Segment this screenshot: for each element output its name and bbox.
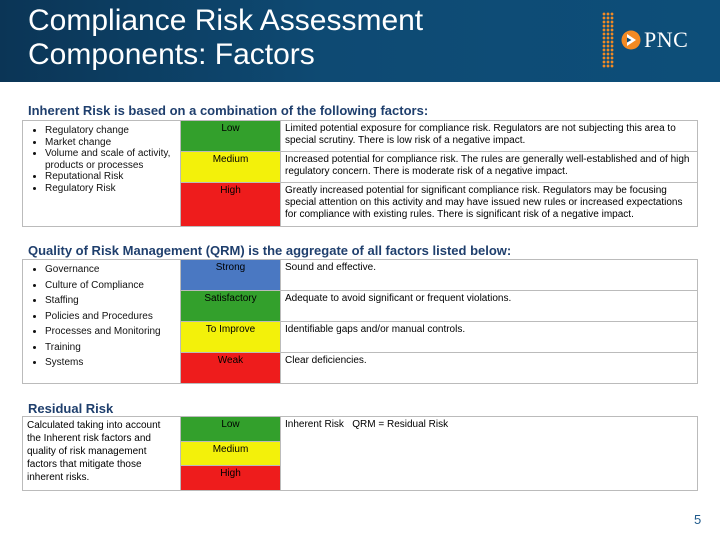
- inherent-risk-table: [22, 120, 698, 227]
- level-weak: Weak: [181, 353, 281, 383]
- logo-dots-icon: [602, 12, 614, 68]
- residual-level-medium: Medium: [181, 442, 281, 466]
- inherent-factor-list: [23, 121, 181, 226]
- level-low-description: Limited potential exposure for compliance risk. Regulators are not subjecting this area to special scrutiny. There is low risk of a negative impact.: [281, 121, 697, 152]
- level-high-description: Greatly increased potential for significant compliance risk. Regulators may be focusing special attention on this activity and may have issued new rules or increased expectations for compliance with existing rules. There is significant risk of a negative impact.: [285, 185, 683, 220]
- list-item: • Regulatory change: [45, 125, 180, 137]
- level-satisfactory-description: Adequate to avoid significant or frequent violations.: [281, 291, 697, 322]
- title-line-1: Compliance Risk Assessment: [28, 4, 424, 37]
- level-to-improve-description: Identifiable gaps and/or manual controls.: [281, 322, 697, 353]
- pnc-logo: [621, 27, 688, 53]
- qrm-table: [22, 259, 698, 384]
- residual-risk-table: [22, 416, 698, 491]
- list-item: • Training: [45, 340, 180, 356]
- residual-level-high: High: [181, 466, 281, 490]
- pnc-logo-text: PNC: [644, 27, 689, 52]
- level-strong: Strong: [181, 260, 281, 291]
- page-number: 5: [694, 512, 702, 527]
- list-item: • Policies and Procedures: [45, 309, 180, 325]
- qrm-factor-list: [23, 260, 181, 383]
- level-medium-description: Increased potential for compliance risk. The rules are generally well-established and of high regulatory concern. There is moderate risk of a negative impact.: [281, 152, 697, 183]
- slide-title: [28, 4, 423, 72]
- level-weak-description: Clear deficiencies.: [285, 355, 367, 366]
- slide-header: [0, 0, 720, 82]
- title-line-2: Components: Factors: [28, 38, 315, 71]
- residual-formula: Inherent Risk QRM = Residual Risk: [285, 419, 449, 430]
- list-item: • Culture of Compliance: [45, 278, 180, 294]
- list-item: • Governance: [45, 262, 180, 278]
- pnc-triangle-icon: [621, 30, 641, 50]
- residual-risk-title: Residual Risk: [28, 401, 114, 416]
- list-item: • Processes and Monitoring: [45, 324, 180, 340]
- residual-level-low: Low: [181, 417, 281, 442]
- list-item: • Market change: [45, 137, 180, 149]
- level-high: High: [181, 183, 281, 226]
- level-medium: Medium: [181, 152, 281, 183]
- list-item: • Regulatory Risk: [45, 183, 180, 195]
- list-item: • Staffing: [45, 293, 180, 309]
- level-strong-description: Sound and effective.: [281, 260, 697, 291]
- level-satisfactory: Satisfactory: [181, 291, 281, 322]
- list-item: • Reputational Risk: [45, 171, 180, 183]
- inherent-risk-title: Inherent Risk is based on a combination of the following factors:: [28, 103, 429, 118]
- level-to-improve: To Improve: [181, 322, 281, 353]
- residual-explanation: Calculated taking into account the Inherent risk factors and quality of risk management factors that mitigate those inherent risks.: [23, 417, 181, 490]
- qrm-title: Quality of Risk Management (QRM) is the aggregate of all factors listed below:: [28, 243, 512, 258]
- list-item: • Systems: [45, 355, 180, 371]
- level-low: Low: [181, 121, 281, 152]
- list-item: • Volume and scale of activity, products or processes: [45, 148, 180, 171]
